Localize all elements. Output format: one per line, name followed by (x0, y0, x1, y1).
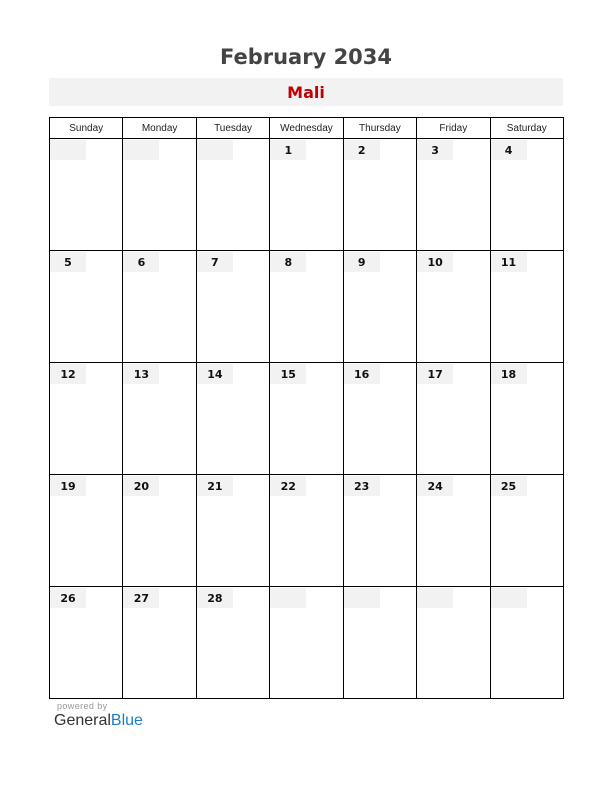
day-number: 18 (491, 364, 527, 384)
day-number (50, 140, 86, 160)
day-number: 11 (491, 252, 527, 272)
day-cell (417, 587, 490, 699)
day-cell (270, 587, 343, 699)
weekday-header: Saturday (490, 118, 563, 139)
day-cell (196, 475, 269, 587)
day-cell (196, 363, 269, 475)
week-row (50, 139, 564, 251)
calendar-title: February 2034 (219, 45, 393, 69)
day-number (344, 588, 380, 608)
day-cell (490, 475, 563, 587)
day-number: 4 (491, 140, 527, 160)
country-banner (49, 78, 563, 106)
day-number: 7 (197, 252, 233, 272)
day-number: 2 (344, 140, 380, 160)
day-number: 15 (270, 364, 306, 384)
day-number: 21 (197, 476, 233, 496)
day-number (417, 588, 453, 608)
day-number: 25 (491, 476, 527, 496)
weekday-header: Wednesday (270, 118, 343, 139)
day-number: 26 (50, 588, 86, 608)
day-number: 5 (50, 252, 86, 272)
day-number: 14 (197, 364, 233, 384)
day-cell (490, 363, 563, 475)
day-cell (123, 251, 196, 363)
weekday-header: Monday (123, 118, 196, 139)
day-number: 12 (50, 364, 86, 384)
week-row (50, 475, 564, 587)
day-cell (490, 587, 563, 699)
day-number: 8 (270, 252, 306, 272)
day-cell (270, 475, 343, 587)
day-cell (417, 363, 490, 475)
day-cell (50, 475, 123, 587)
day-number: 16 (344, 364, 380, 384)
day-cell (123, 587, 196, 699)
day-cell (123, 363, 196, 475)
day-cell (417, 139, 490, 251)
weekday-header-row (50, 118, 564, 139)
day-cell (270, 139, 343, 251)
day-cell (490, 251, 563, 363)
day-cell (50, 363, 123, 475)
week-row (50, 251, 564, 363)
day-cell (123, 475, 196, 587)
country-name: Mali (287, 83, 325, 102)
day-number (123, 140, 159, 160)
day-cell (343, 475, 416, 587)
day-cell (50, 587, 123, 699)
day-number: 19 (50, 476, 86, 496)
day-cell (196, 139, 269, 251)
calendar-grid (49, 117, 564, 699)
day-number: 6 (123, 252, 159, 272)
day-number: 20 (123, 476, 159, 496)
logo-text-blue: Blue (110, 712, 143, 729)
week-row (50, 363, 564, 475)
day-cell (196, 251, 269, 363)
day-number: 28 (197, 588, 233, 608)
day-number: 22 (270, 476, 306, 496)
weekday-header: Tuesday (196, 118, 269, 139)
day-cell (123, 139, 196, 251)
logo-text-general: General (54, 712, 111, 729)
day-number: 3 (417, 140, 453, 160)
weekday-header: Thursday (343, 118, 416, 139)
day-number (270, 588, 306, 608)
day-number: 17 (417, 364, 453, 384)
day-cell (196, 587, 269, 699)
generalblue-logo (54, 712, 143, 730)
weekday-header: Friday (417, 118, 490, 139)
day-number (197, 140, 233, 160)
day-cell (343, 587, 416, 699)
day-number: 10 (417, 252, 453, 272)
day-cell (270, 251, 343, 363)
day-cell (270, 363, 343, 475)
day-number: 27 (123, 588, 159, 608)
day-cell (343, 251, 416, 363)
day-cell (490, 139, 563, 251)
powered-by-text: powered by (57, 701, 108, 711)
weekday-header: Sunday (50, 118, 123, 139)
week-row (50, 587, 564, 699)
day-number: 9 (344, 252, 380, 272)
day-cell (343, 139, 416, 251)
day-number: 13 (123, 364, 159, 384)
day-number: 24 (417, 476, 453, 496)
day-number: 23 (344, 476, 380, 496)
day-number (491, 588, 527, 608)
day-number: 1 (270, 140, 306, 160)
day-cell (50, 251, 123, 363)
day-cell (343, 363, 416, 475)
day-cell (417, 475, 490, 587)
day-cell (417, 251, 490, 363)
day-cell (50, 139, 123, 251)
